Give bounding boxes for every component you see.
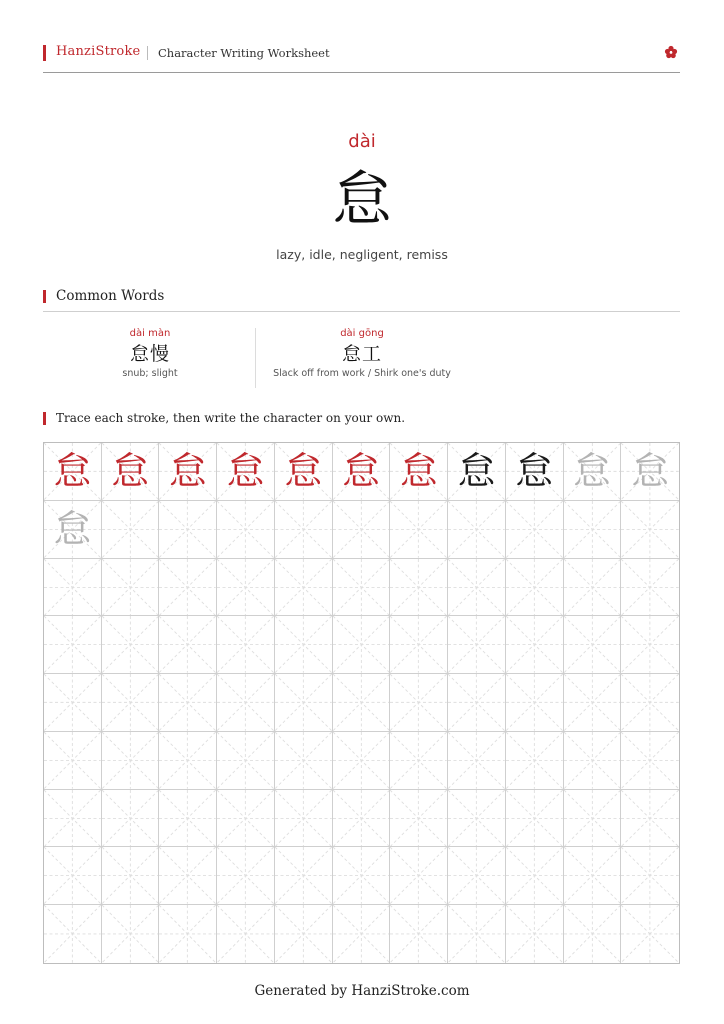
practice-cell[interactable] — [390, 732, 448, 790]
cell-guide-lines — [333, 847, 390, 904]
practice-cell[interactable] — [621, 559, 679, 617]
cell-guide-lines — [333, 732, 390, 789]
cell-guide-lines — [217, 616, 274, 673]
word-meaning: Slack off from work / Shirk one's duty — [273, 368, 451, 379]
cell-guide-lines — [275, 559, 332, 616]
practice-cell[interactable] — [275, 674, 333, 732]
practice-cell[interactable] — [448, 905, 506, 963]
main-character: 怠 — [332, 165, 392, 235]
cell-guide-lines — [390, 732, 447, 789]
flower-icon — [664, 45, 678, 59]
cell-guide-lines — [621, 847, 679, 904]
practice-cell[interactable] — [275, 501, 333, 559]
practice-cell[interactable] — [621, 443, 679, 501]
practice-cell[interactable] — [506, 674, 564, 732]
cell-guide-lines — [44, 790, 101, 847]
cell-guide-lines — [621, 616, 679, 673]
cell-guide-lines — [390, 616, 447, 673]
cell-guide-lines — [275, 790, 332, 847]
section-accent-bar — [43, 290, 46, 303]
brand-accent-bar — [43, 45, 46, 61]
cell-guide-lines — [448, 501, 505, 558]
cell-guide-lines — [621, 732, 679, 789]
worksheet-subtitle: Character Writing Worksheet — [158, 46, 330, 60]
practice-cell[interactable] — [217, 732, 275, 790]
cell-guide-lines — [159, 501, 216, 558]
practice-cell[interactable] — [448, 501, 506, 559]
cell-guide-lines — [275, 905, 332, 963]
practice-cell[interactable] — [44, 674, 102, 732]
practice-cell[interactable] — [448, 847, 506, 905]
practice-cell[interactable] — [621, 501, 679, 559]
practice-cell[interactable] — [275, 616, 333, 674]
practice-cell[interactable] — [448, 443, 506, 501]
cell-guide-lines — [390, 847, 447, 904]
cell-guide-lines — [564, 616, 621, 673]
stroke-order-glyph: 怠 — [457, 449, 496, 494]
cell-guide-lines — [217, 559, 274, 616]
section-accent-bar — [43, 412, 46, 425]
character-pinyin: dài — [348, 131, 376, 152]
practice-cell[interactable] — [102, 501, 160, 559]
cell-guide-lines — [217, 732, 274, 789]
cell-guide-lines — [44, 847, 101, 904]
practice-cell[interactable] — [275, 790, 333, 848]
cell-guide-lines — [506, 732, 563, 789]
practice-cell[interactable] — [275, 905, 333, 963]
cell-guide-lines — [275, 732, 332, 789]
cell-guide-lines — [448, 732, 505, 789]
practice-cell[interactable] — [333, 443, 391, 501]
practice-cell[interactable] — [217, 847, 275, 905]
practice-cell[interactable] — [102, 790, 160, 848]
practice-cell[interactable] — [621, 674, 679, 732]
brand-name[interactable]: HanziStroke — [56, 44, 141, 59]
practice-cell[interactable] — [102, 732, 160, 790]
stroke-order-glyph: 怠 — [168, 449, 207, 494]
cell-guide-lines — [390, 790, 447, 847]
cell-guide-lines — [506, 501, 563, 558]
word-pinyin: dài màn — [129, 328, 171, 339]
stroke-order-glyph: 怠 — [111, 449, 150, 494]
practice-cell[interactable] — [506, 732, 564, 790]
section-divider — [43, 311, 680, 312]
practice-cell[interactable] — [159, 847, 217, 905]
practice-cell[interactable] — [621, 732, 679, 790]
cell-guide-lines — [564, 847, 621, 904]
cell-guide-lines — [275, 847, 332, 904]
cell-guide-lines — [102, 616, 159, 673]
cell-guide-lines — [44, 732, 101, 789]
cell-guide-lines — [390, 559, 447, 616]
practice-cell[interactable] — [564, 790, 622, 848]
practice-cell[interactable] — [275, 732, 333, 790]
practice-cell[interactable] — [217, 790, 275, 848]
practice-cell[interactable] — [390, 616, 448, 674]
stroke-order-glyph: 怠 — [515, 449, 554, 494]
practice-cell[interactable] — [102, 443, 160, 501]
practice-cell[interactable] — [506, 905, 564, 963]
practice-cell[interactable] — [333, 501, 391, 559]
practice-cell[interactable] — [102, 559, 160, 617]
cell-guide-lines — [44, 674, 101, 731]
practice-cell[interactable] — [506, 501, 564, 559]
cell-guide-lines — [333, 905, 390, 963]
common-words-title: Common Words — [56, 288, 165, 304]
cell-guide-lines — [44, 616, 101, 673]
practice-instruction: Trace each stroke, then write the character on your own. — [56, 411, 406, 425]
header-divider — [147, 46, 148, 60]
practice-cell[interactable] — [217, 501, 275, 559]
practice-cell[interactable] — [159, 616, 217, 674]
cell-guide-lines — [102, 790, 159, 847]
practice-cell[interactable] — [102, 905, 160, 963]
practice-cell[interactable] — [621, 790, 679, 848]
cell-guide-lines — [217, 847, 274, 904]
cell-guide-lines — [564, 501, 621, 558]
practice-cell[interactable] — [448, 559, 506, 617]
cell-guide-lines — [333, 501, 390, 558]
practice-cell[interactable] — [448, 790, 506, 848]
practice-cell[interactable] — [159, 732, 217, 790]
practice-cell[interactable] — [333, 847, 391, 905]
cell-guide-lines — [448, 616, 505, 673]
practice-cell[interactable] — [621, 905, 679, 963]
practice-cell[interactable] — [275, 847, 333, 905]
cell-guide-lines — [217, 674, 274, 731]
common-word-item — [262, 327, 462, 381]
stroke-order-glyph: 怠 — [226, 449, 265, 494]
stroke-order-glyph: 怠 — [284, 449, 323, 494]
cell-guide-lines — [621, 790, 679, 847]
practice-cell[interactable] — [506, 616, 564, 674]
practice-cell[interactable] — [390, 905, 448, 963]
practice-cell[interactable] — [564, 559, 622, 617]
practice-cell[interactable] — [44, 443, 102, 501]
cell-guide-lines — [390, 501, 447, 558]
practice-cell[interactable] — [44, 905, 102, 963]
cell-guide-lines — [564, 732, 621, 789]
word-meaning: snub; slight — [122, 368, 178, 379]
footer-credit: Generated by HanziStroke.com — [254, 983, 470, 999]
cell-guide-lines — [506, 847, 563, 904]
practice-grid — [43, 442, 680, 964]
practice-cell[interactable] — [621, 847, 679, 905]
cell-guide-lines — [621, 905, 679, 963]
practice-cell[interactable] — [217, 616, 275, 674]
word-hanzi: 怠工 — [341, 343, 382, 365]
practice-cell[interactable] — [159, 905, 217, 963]
practice-cell[interactable] — [275, 443, 333, 501]
cell-guide-lines — [159, 905, 216, 963]
practice-cell[interactable] — [44, 732, 102, 790]
practice-cell[interactable] — [390, 443, 448, 501]
practice-cell[interactable] — [44, 501, 102, 559]
cell-guide-lines — [159, 790, 216, 847]
cell-guide-lines — [564, 790, 621, 847]
practice-cell[interactable] — [564, 905, 622, 963]
cell-guide-lines — [564, 559, 621, 616]
cell-guide-lines — [102, 732, 159, 789]
cell-guide-lines — [159, 732, 216, 789]
cell-guide-lines — [275, 616, 332, 673]
cell-guide-lines — [333, 559, 390, 616]
practice-cell[interactable] — [333, 616, 391, 674]
practice-cell[interactable] — [506, 847, 564, 905]
practice-cell[interactable] — [217, 674, 275, 732]
word-divider — [255, 328, 256, 388]
word-hanzi: 怠慢 — [129, 343, 170, 365]
cell-guide-lines — [275, 674, 332, 731]
cell-guide-lines — [333, 616, 390, 673]
practice-cell[interactable] — [564, 674, 622, 732]
stroke-order-glyph: 怠 — [53, 449, 92, 494]
cell-guide-lines — [217, 905, 274, 963]
cell-guide-lines — [159, 847, 216, 904]
cell-guide-lines — [621, 559, 679, 616]
practice-cell[interactable] — [564, 616, 622, 674]
practice-cell[interactable] — [564, 501, 622, 559]
stroke-order-glyph: 怠 — [399, 449, 438, 494]
cell-guide-lines — [564, 905, 621, 963]
cell-guide-lines — [102, 847, 159, 904]
cell-guide-lines — [102, 501, 159, 558]
cell-guide-lines — [506, 616, 563, 673]
cell-guide-lines — [217, 790, 274, 847]
stroke-order-glyph: 怠 — [572, 449, 611, 494]
cell-guide-lines — [44, 905, 101, 963]
cell-guide-lines — [333, 790, 390, 847]
stroke-order-glyph: 怠 — [631, 449, 670, 494]
cell-guide-lines — [102, 674, 159, 731]
practice-cell[interactable] — [275, 559, 333, 617]
practice-cell[interactable] — [448, 674, 506, 732]
practice-cell[interactable] — [217, 443, 275, 501]
cell-guide-lines — [333, 674, 390, 731]
practice-cell[interactable] — [564, 443, 622, 501]
cell-guide-lines — [275, 501, 332, 558]
cell-guide-lines — [621, 674, 679, 731]
cell-guide-lines — [506, 905, 563, 963]
practice-cell[interactable] — [448, 616, 506, 674]
cell-guide-lines — [506, 790, 563, 847]
practice-cell[interactable] — [44, 790, 102, 848]
practice-cell[interactable] — [390, 674, 448, 732]
cell-guide-lines — [390, 905, 447, 963]
practice-cell[interactable] — [506, 559, 564, 617]
cell-guide-lines — [506, 559, 563, 616]
cell-guide-lines — [390, 674, 447, 731]
cell-guide-lines — [506, 674, 563, 731]
practice-cell[interactable] — [448, 732, 506, 790]
practice-cell[interactable] — [621, 616, 679, 674]
cell-guide-lines — [564, 674, 621, 731]
practice-cell[interactable] — [217, 559, 275, 617]
cell-guide-lines — [448, 790, 505, 847]
practice-cell[interactable] — [564, 732, 622, 790]
cell-guide-lines — [448, 905, 505, 963]
common-word-item — [100, 327, 200, 381]
practice-cell[interactable] — [506, 443, 564, 501]
practice-cell[interactable] — [44, 847, 102, 905]
practice-cell[interactable] — [390, 790, 448, 848]
practice-cell[interactable] — [333, 790, 391, 848]
practice-cell[interactable] — [159, 443, 217, 501]
practice-cell[interactable] — [390, 559, 448, 617]
cell-guide-lines — [102, 559, 159, 616]
cell-guide-lines — [159, 674, 216, 731]
cell-guide-lines — [217, 501, 274, 558]
stroke-order-glyph: 怠 — [53, 507, 92, 552]
worksheet-header — [43, 40, 680, 73]
practice-cell[interactable] — [102, 616, 160, 674]
practice-cell[interactable] — [217, 905, 275, 963]
practice-cell[interactable] — [333, 732, 391, 790]
practice-cell[interactable] — [333, 674, 391, 732]
practice-cell[interactable] — [333, 905, 391, 963]
cell-guide-lines — [621, 501, 679, 558]
practice-cell[interactable] — [390, 501, 448, 559]
practice-cell[interactable] — [159, 674, 217, 732]
practice-cell[interactable] — [159, 559, 217, 617]
cell-guide-lines — [448, 559, 505, 616]
practice-cell[interactable] — [564, 847, 622, 905]
practice-cell[interactable] — [102, 674, 160, 732]
stroke-order-glyph: 怠 — [341, 449, 380, 494]
character-meaning: lazy, idle, negligent, remiss — [276, 247, 448, 262]
cell-guide-lines — [448, 847, 505, 904]
cell-guide-lines — [44, 559, 101, 616]
cell-guide-lines — [102, 905, 159, 963]
practice-cell[interactable] — [506, 790, 564, 848]
cell-guide-lines — [448, 674, 505, 731]
cell-guide-lines — [159, 616, 216, 673]
word-pinyin: dài gōng — [340, 328, 384, 339]
practice-cell[interactable] — [102, 847, 160, 905]
cell-guide-lines — [159, 559, 216, 616]
practice-cell[interactable] — [390, 847, 448, 905]
practice-cell[interactable] — [159, 790, 217, 848]
practice-cell[interactable] — [333, 559, 391, 617]
practice-cell[interactable] — [44, 616, 102, 674]
practice-cell[interactable] — [44, 559, 102, 617]
practice-cell[interactable] — [159, 501, 217, 559]
